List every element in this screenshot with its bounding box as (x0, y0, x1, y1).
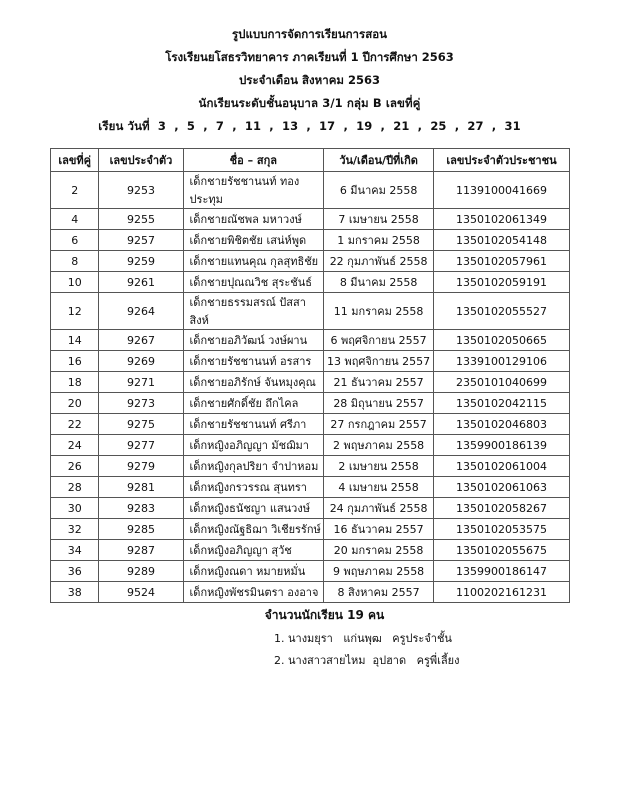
cell-student-id: 9287 (99, 540, 183, 561)
cell-birthdate: 7 เมษายน 2558 (324, 209, 434, 230)
cell-birthdate: 11 มกราคม 2558 (324, 293, 434, 330)
cell-number: 20 (51, 393, 99, 414)
col-header-birthdate: วัน/เดือน/ปีที่เกิด (324, 149, 434, 172)
student-table (50, 148, 570, 603)
cell-student-id: 9264 (99, 293, 183, 330)
study-days-line (0, 118, 619, 136)
cell-citizen-id: 1350102059191 (434, 272, 570, 293)
cell-citizen-id: 1359900186147 (434, 561, 570, 582)
school-term-line: โรงเรียนยโสธรวิทยาคาร ภาคเรียนที่ 1 ปีการศึกษา 2563 (165, 50, 454, 64)
cell-birthdate: 4 เมษายน 2558 (324, 477, 434, 498)
cell-number: 26 (51, 456, 99, 477)
cell-name: เด็กชายธรรมสรณ์ ปัสสาสิงห์ (183, 293, 324, 330)
cell-birthdate: 24 กุมภาพันธ์ 2558 (324, 498, 434, 519)
col-header-citizen-id: เลขประจำตัวประชาชน (434, 149, 570, 172)
table-row (51, 519, 570, 540)
table-row (51, 414, 570, 435)
table-row (51, 372, 570, 393)
table-row (51, 582, 570, 603)
cell-citizen-id: 1350102061349 (434, 209, 570, 230)
cell-student-id: 9269 (99, 351, 183, 372)
cell-citizen-id: 1339100129106 (434, 351, 570, 372)
cell-birthdate: 6 มีนาคม 2558 (324, 172, 434, 209)
cell-student-id: 9524 (99, 582, 183, 603)
class-group-line: นักเรียนระดับชั้นอนุบาล 3/1 กลุ่ม B เลขที่คู่ (198, 96, 421, 110)
cell-name: เด็กชายพิชิตชัย เสน่ห์พูด (183, 230, 324, 251)
table-header-row (51, 149, 570, 172)
cell-number: 10 (51, 272, 99, 293)
cell-name: เด็กชายอภิรักษ์ จันหมุงคุณ (183, 372, 324, 393)
month-line: ประจำเดือน สิงหาคม 2563 (239, 73, 380, 87)
cell-name: เด็กหญิงอภิญญา สุวัช (183, 540, 324, 561)
table-row (51, 209, 570, 230)
cell-citizen-id: 1350102054148 (434, 230, 570, 251)
table-row (51, 477, 570, 498)
cell-number: 28 (51, 477, 99, 498)
table-row (51, 230, 570, 251)
table-row (51, 393, 570, 414)
cell-name: เด็กชายศักดิ์ชัย ถึกไคล (183, 393, 324, 414)
cell-student-id: 9281 (99, 477, 183, 498)
cell-name: เด็กหญิงณัฐธิฌา วิเชียรรักษ์ (183, 519, 324, 540)
cell-student-id: 9273 (99, 393, 183, 414)
cell-name: เด็กหญิงธนัชญา แสนวงษ์ (183, 498, 324, 519)
cell-student-id: 9257 (99, 230, 183, 251)
cell-number: 32 (51, 519, 99, 540)
cell-student-id: 9261 (99, 272, 183, 293)
cell-number: 6 (51, 230, 99, 251)
cell-number: 8 (51, 251, 99, 272)
cell-number: 22 (51, 414, 99, 435)
cell-name: เด็กชายรัชชานนท์ ทองประทุม (183, 172, 324, 209)
cell-student-id: 9253 (99, 172, 183, 209)
cell-student-id: 9259 (99, 251, 183, 272)
cell-number: 18 (51, 372, 99, 393)
cell-birthdate: 6 พฤศจิกายน 2557 (324, 330, 434, 351)
cell-birthdate: 22 กุมภาพันธ์ 2558 (324, 251, 434, 272)
table-row (51, 561, 570, 582)
cell-citizen-id: 1350102058267 (434, 498, 570, 519)
study-days-values: 3 , 5 , 7 , 11 , 13 , 17 , 19 , 21 , 25 , 27 , 31 (149, 119, 521, 133)
table-row (51, 456, 570, 477)
cell-student-id: 9283 (99, 498, 183, 519)
cell-birthdate: 1 มกราคม 2558 (324, 230, 434, 251)
cell-student-id: 9275 (99, 414, 183, 435)
cell-citizen-id: 1350102055675 (434, 540, 570, 561)
cell-birthdate: 16 ธันวาคม 2557 (324, 519, 434, 540)
cell-citizen-id: 2350101040699 (434, 372, 570, 393)
cell-citizen-id: 1100202161231 (434, 582, 570, 603)
cell-name: เด็กหญิงกรวรรณ สุนทรา (183, 477, 324, 498)
cell-number: 36 (51, 561, 99, 582)
cell-birthdate: 27 กรกฎาคม 2557 (324, 414, 434, 435)
study-days-label: เรียน วันที่ (98, 119, 150, 133)
cell-student-id: 9285 (99, 519, 183, 540)
cell-citizen-id: 1350102042115 (434, 393, 570, 414)
cell-citizen-id: 1350102046803 (434, 414, 570, 435)
table-row (51, 540, 570, 561)
cell-number: 30 (51, 498, 99, 519)
cell-name: เด็กชายอภิวัฒน์ วงษ์ผาน (183, 330, 324, 351)
cell-citizen-id: 1359900186139 (434, 435, 570, 456)
cell-name: เด็กหญิงอภิญญา มัชฌิมา (183, 435, 324, 456)
cell-student-id: 9255 (99, 209, 183, 230)
table-row (51, 330, 570, 351)
document-title: รูปแบบการจัดการเรียนการสอน (232, 27, 387, 41)
cell-number: 34 (51, 540, 99, 561)
table-row (51, 498, 570, 519)
cell-birthdate: 9 พฤษภาคม 2558 (324, 561, 434, 582)
cell-birthdate: 13 พฤศจิกายน 2557 (324, 351, 434, 372)
student-count: จำนวนนักเรียน 19 คน (264, 608, 385, 622)
cell-student-id: 9277 (99, 435, 183, 456)
cell-name: เด็กหญิงณดา หมายหมั่น (183, 561, 324, 582)
table-body (51, 172, 570, 603)
cell-student-id: 9279 (99, 456, 183, 477)
cell-number: 16 (51, 351, 99, 372)
col-header-number: เลขที่คู่ (51, 149, 99, 172)
cell-student-id: 9289 (99, 561, 183, 582)
table-row (51, 172, 570, 209)
cell-birthdate: 8 มีนาคม 2558 (324, 272, 434, 293)
cell-citizen-id: 1139100041669 (434, 172, 570, 209)
cell-number: 14 (51, 330, 99, 351)
cell-citizen-id: 1350102053575 (434, 519, 570, 540)
table-row (51, 293, 570, 330)
cell-name: เด็กชายแทนคุณ กุลสุทธิชัย (183, 251, 324, 272)
cell-number: 24 (51, 435, 99, 456)
cell-birthdate: 2 เมษายน 2558 (324, 456, 434, 477)
cell-student-id: 9267 (99, 330, 183, 351)
cell-number: 2 (51, 172, 99, 209)
cell-name: เด็กชายณัชพล มหาวงษ์ (183, 209, 324, 230)
cell-number: 4 (51, 209, 99, 230)
cell-name: เด็กชายรัชชานนท์ อรสาร (183, 351, 324, 372)
cell-number: 38 (51, 582, 99, 603)
cell-birthdate: 8 สิงหาคม 2557 (324, 582, 434, 603)
cell-birthdate: 2 พฤษภาคม 2558 (324, 435, 434, 456)
table-row (51, 351, 570, 372)
col-header-student-id: เลขประจำตัว (99, 149, 183, 172)
cell-name: เด็กชายรัชชานนท์ ศรีภา (183, 414, 324, 435)
cell-number: 12 (51, 293, 99, 330)
cell-birthdate: 21 ธันวาคม 2557 (324, 372, 434, 393)
table-row (51, 435, 570, 456)
cell-birthdate: 20 มกราคม 2558 (324, 540, 434, 561)
cell-name: เด็กชายปุณณวิช สุระชันธ์ (183, 272, 324, 293)
cell-name: เด็กหญิงพัชรมินตรา องอาจ (183, 582, 324, 603)
cell-citizen-id: 1350102061063 (434, 477, 570, 498)
cell-citizen-id: 1350102055527 (434, 293, 570, 330)
col-header-name: ชื่อ – สกุล (183, 149, 324, 172)
cell-citizen-id: 1350102061004 (434, 456, 570, 477)
signer-2: 2. นางสาวสายไหม อุปฮาด ครูพี่เลี้ยง (274, 654, 460, 667)
cell-citizen-id: 1350102050665 (434, 330, 570, 351)
cell-citizen-id: 1350102057961 (434, 251, 570, 272)
signer-1: 1. นางมยุรา แก่นพุฒ ครูประจำชั้น (274, 632, 452, 645)
table-row (51, 251, 570, 272)
table-row (51, 272, 570, 293)
cell-birthdate: 28 มิถุนายน 2557 (324, 393, 434, 414)
cell-student-id: 9271 (99, 372, 183, 393)
cell-name: เด็กหญิงกุลปริยา จำปาหอม (183, 456, 324, 477)
